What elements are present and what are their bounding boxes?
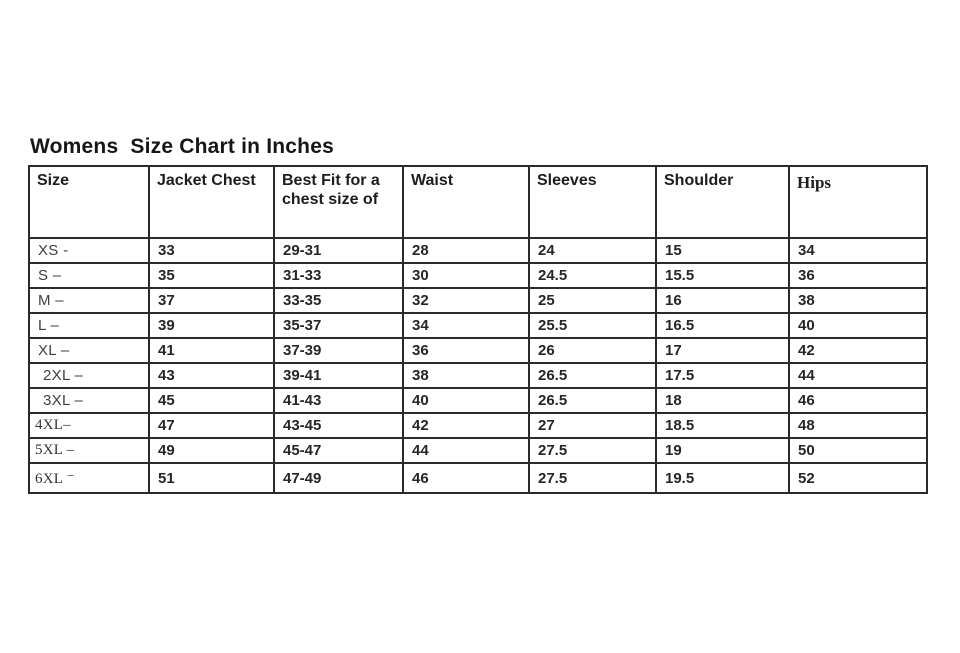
hips-value: 44	[789, 363, 927, 388]
table-row-m	[29, 288, 927, 313]
sleeves-value: 26.5	[529, 363, 656, 388]
hips-value: 42	[789, 338, 927, 363]
table-row-3xl	[29, 388, 927, 413]
size-chart-table	[28, 165, 928, 494]
table-row-2xl	[29, 363, 927, 388]
jacket-chest-value: 35	[149, 263, 274, 288]
table-row-6xl	[29, 463, 927, 493]
jacket-chest-value: 45	[149, 388, 274, 413]
shoulder-value: 18.5	[656, 413, 789, 438]
shoulder-value: 16	[656, 288, 789, 313]
table-row-l	[29, 313, 927, 338]
jacket-chest-value: 51	[149, 463, 274, 493]
hips-value: 38	[789, 288, 927, 313]
size-label: XL –	[29, 338, 149, 363]
shoulder-value: 19	[656, 438, 789, 463]
shoulder-value: 17	[656, 338, 789, 363]
waist-value: 46	[403, 463, 529, 493]
sleeves-value: 26.5	[529, 388, 656, 413]
column-header-sleeves: Sleeves	[529, 166, 656, 238]
column-header-shoulder: Shoulder	[656, 166, 789, 238]
column-header-hips: Hips	[789, 166, 927, 238]
table-row-4xl	[29, 413, 927, 438]
jacket-chest-value: 37	[149, 288, 274, 313]
jacket-chest-value: 33	[149, 238, 274, 263]
table-row-5xl	[29, 438, 927, 463]
best-fit-for-a-chest-size-of-value: 43-45	[274, 413, 403, 438]
shoulder-value: 18	[656, 388, 789, 413]
table-row-s	[29, 263, 927, 288]
size-label: 3XL –	[29, 388, 149, 413]
best-fit-for-a-chest-size-of-value: 39-41	[274, 363, 403, 388]
column-header-best-fit-for-a-chest-size-of: Best Fit for a chest size of	[274, 166, 403, 238]
table-row-xl	[29, 338, 927, 363]
sleeves-value: 24.5	[529, 263, 656, 288]
best-fit-for-a-chest-size-of-value: 41-43	[274, 388, 403, 413]
size-label: 5XL –	[29, 438, 149, 463]
column-header-size: Size	[29, 166, 149, 238]
best-fit-for-a-chest-size-of-value: 37-39	[274, 338, 403, 363]
table-row-xs	[29, 238, 927, 263]
shoulder-value: 16.5	[656, 313, 789, 338]
jacket-chest-value: 41	[149, 338, 274, 363]
waist-value: 30	[403, 263, 529, 288]
hips-value: 34	[789, 238, 927, 263]
size-label: S –	[29, 263, 149, 288]
best-fit-for-a-chest-size-of-value: 33-35	[274, 288, 403, 313]
size-label: L –	[29, 313, 149, 338]
page-title: Womens Size Chart in Inches	[30, 135, 334, 158]
size-label: 2XL –	[29, 363, 149, 388]
column-header-jacket-chest: Jacket Chest	[149, 166, 274, 238]
waist-value: 38	[403, 363, 529, 388]
waist-value: 32	[403, 288, 529, 313]
column-header-waist: Waist	[403, 166, 529, 238]
size-label: 6XL ⁻	[29, 463, 149, 493]
shoulder-value: 15	[656, 238, 789, 263]
table-header-row	[29, 166, 927, 238]
sleeves-value: 26	[529, 338, 656, 363]
sleeves-value: 25	[529, 288, 656, 313]
sleeves-value: 27.5	[529, 438, 656, 463]
size-label: 4XL–	[29, 413, 149, 438]
waist-value: 44	[403, 438, 529, 463]
shoulder-value: 15.5	[656, 263, 789, 288]
hips-value: 50	[789, 438, 927, 463]
size-label: M –	[29, 288, 149, 313]
waist-value: 28	[403, 238, 529, 263]
hips-value: 46	[789, 388, 927, 413]
best-fit-for-a-chest-size-of-value: 35-37	[274, 313, 403, 338]
shoulder-value: 17.5	[656, 363, 789, 388]
sleeves-value: 27	[529, 413, 656, 438]
sleeves-value: 25.5	[529, 313, 656, 338]
size-label: XS -	[29, 238, 149, 263]
jacket-chest-value: 49	[149, 438, 274, 463]
jacket-chest-value: 43	[149, 363, 274, 388]
hips-value: 48	[789, 413, 927, 438]
hips-value: 36	[789, 263, 927, 288]
best-fit-for-a-chest-size-of-value: 31-33	[274, 263, 403, 288]
sleeves-value: 27.5	[529, 463, 656, 493]
waist-value: 42	[403, 413, 529, 438]
best-fit-for-a-chest-size-of-value: 45-47	[274, 438, 403, 463]
jacket-chest-value: 47	[149, 413, 274, 438]
waist-value: 34	[403, 313, 529, 338]
hips-value: 52	[789, 463, 927, 493]
sleeves-value: 24	[529, 238, 656, 263]
waist-value: 40	[403, 388, 529, 413]
waist-value: 36	[403, 338, 529, 363]
hips-value: 40	[789, 313, 927, 338]
best-fit-for-a-chest-size-of-value: 47-49	[274, 463, 403, 493]
best-fit-for-a-chest-size-of-value: 29-31	[274, 238, 403, 263]
shoulder-value: 19.5	[656, 463, 789, 493]
jacket-chest-value: 39	[149, 313, 274, 338]
